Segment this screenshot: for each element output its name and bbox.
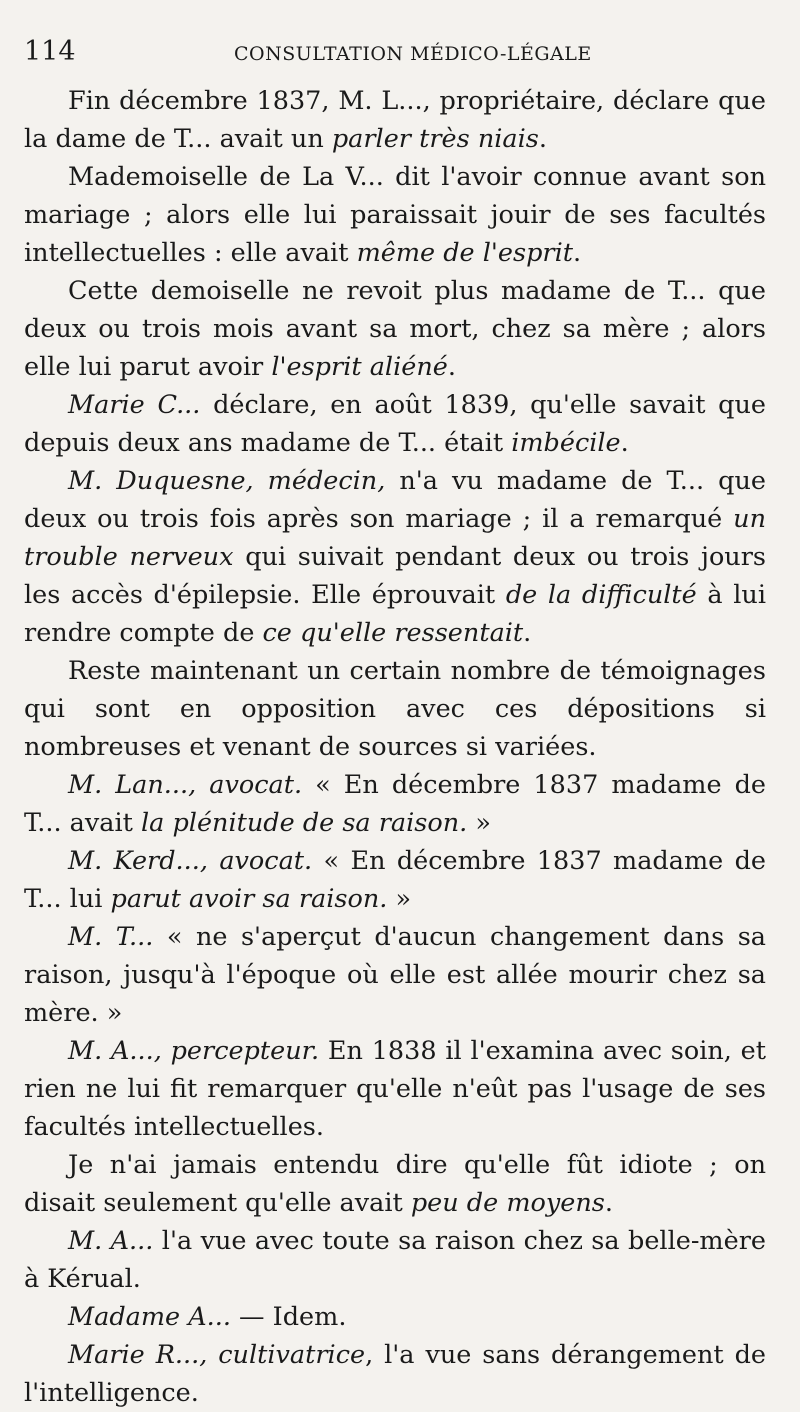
text-segment: Mademoiselle de La V... dit l'avoir connue avant son mariage ; alors elle lui paraissait jouir de ses facultés intellectuelles : elle avait bbox=[24, 162, 766, 268]
italic-text: M. Duquesne, médecin, bbox=[68, 466, 386, 496]
paragraph bbox=[24, 272, 766, 386]
text-segment: . bbox=[523, 618, 532, 648]
italic-text: la plénitude de sa raison. bbox=[141, 808, 468, 838]
text-segment: « En décembre 1837 madame de T... lui bbox=[24, 846, 766, 914]
paragraph bbox=[24, 462, 766, 652]
italic-text: même de l'esprit bbox=[356, 238, 574, 268]
italic-text: M. Kerd..., avocat. bbox=[68, 846, 313, 876]
paragraph bbox=[24, 1336, 766, 1412]
text-segment: « ne s'aperçut d'aucun changement dans sa raison, jusqu'à l'époque où elle est allée mourir chez sa mère. » bbox=[24, 922, 766, 1028]
paragraph bbox=[24, 842, 766, 918]
paragraph bbox=[24, 82, 766, 158]
italic-text: l'esprit aliéné bbox=[271, 352, 448, 382]
text-segment: déclare, en août 1839, qu'elle savait que depuis deux ans madame de T... était bbox=[24, 390, 766, 458]
italic-text: Marie C... bbox=[68, 390, 201, 420]
italic-text: M. A... bbox=[68, 1226, 154, 1256]
running-head bbox=[24, 36, 766, 76]
paragraph bbox=[24, 1146, 766, 1222]
text-segment: à lui rendre compte de bbox=[24, 580, 767, 648]
italic-text: de la difficulté bbox=[505, 580, 697, 610]
text-segment: . bbox=[573, 238, 582, 268]
italic-text: M. Lan..., avocat. bbox=[68, 770, 303, 800]
text-segment: qui suivait pendant deux ou trois jours les accès d'épilepsie. Elle éprouvait bbox=[24, 542, 766, 610]
text-segment: . bbox=[620, 428, 629, 458]
text-segment: . bbox=[447, 352, 456, 382]
text-segment: Cette demoiselle ne revoit plus madame de T... que deux ou trois mois avant sa mort, chez sa mère ; alors elle lui parut avoir bbox=[24, 276, 766, 382]
italic-text: ce qu'elle ressentait bbox=[262, 618, 524, 648]
page-number: 114 bbox=[24, 36, 76, 67]
paragraph bbox=[24, 1032, 766, 1146]
text-segment: — Idem. bbox=[230, 1302, 347, 1332]
paragraph bbox=[24, 386, 766, 462]
italic-text: M. T... bbox=[68, 922, 154, 952]
text-segment: Fin décembre 1837, M. L..., propriétaire, déclare que la dame de T... avait un bbox=[24, 86, 766, 154]
italic-text: M. A..., percepteur. bbox=[68, 1036, 320, 1066]
text-segment: En 1838 il l'examina avec soin, et rien ne lui fit remarquer qu'elle n'eût pas l'usage de ses facultés intellectuelles. bbox=[24, 1036, 766, 1142]
italic-text: un trouble nerveux bbox=[24, 504, 766, 572]
paragraph bbox=[24, 1222, 766, 1298]
text-segment: n'a vu madame de T... que deux ou trois fois après son mariage ; il a remarqué bbox=[24, 466, 766, 534]
paragraph bbox=[24, 158, 766, 272]
italic-text: Madame A... bbox=[68, 1302, 231, 1332]
italic-text: peu de moyens bbox=[410, 1188, 605, 1218]
text-block bbox=[24, 82, 766, 1412]
italic-text: Marie R..., cultivatrice bbox=[68, 1340, 366, 1370]
text-segment: , l'a vue sans dérangement de l'intelligence. bbox=[24, 1340, 766, 1408]
text-segment: . bbox=[538, 124, 547, 154]
text-segment: . bbox=[604, 1188, 613, 1218]
italic-text: parut avoir sa raison. bbox=[110, 884, 388, 914]
paragraph bbox=[24, 918, 766, 1032]
text-segment: l'a vue avec toute sa raison chez sa belle-mère à Kérual. bbox=[24, 1226, 766, 1294]
running-title: CONSULTATION MÉDICO-LÉGALE bbox=[234, 43, 592, 65]
text-segment: » bbox=[387, 884, 412, 914]
italic-text: parler très niais bbox=[331, 124, 539, 154]
text-segment: « En décembre 1837 madame de T... avait bbox=[24, 770, 766, 838]
italic-text: imbécile bbox=[511, 428, 621, 458]
text-segment: Reste maintenant un certain nombre de témoignages qui sont en opposition avec ces dépositions si nombreuses et venant de sources si variées. bbox=[24, 656, 766, 762]
paragraph bbox=[24, 1298, 766, 1336]
paragraph bbox=[24, 652, 766, 766]
text-segment: Je n'ai jamais entendu dire qu'elle fût idiote ; on disait seulement qu'elle avait bbox=[24, 1150, 766, 1218]
paragraph bbox=[24, 766, 766, 842]
text-segment: » bbox=[467, 808, 491, 838]
